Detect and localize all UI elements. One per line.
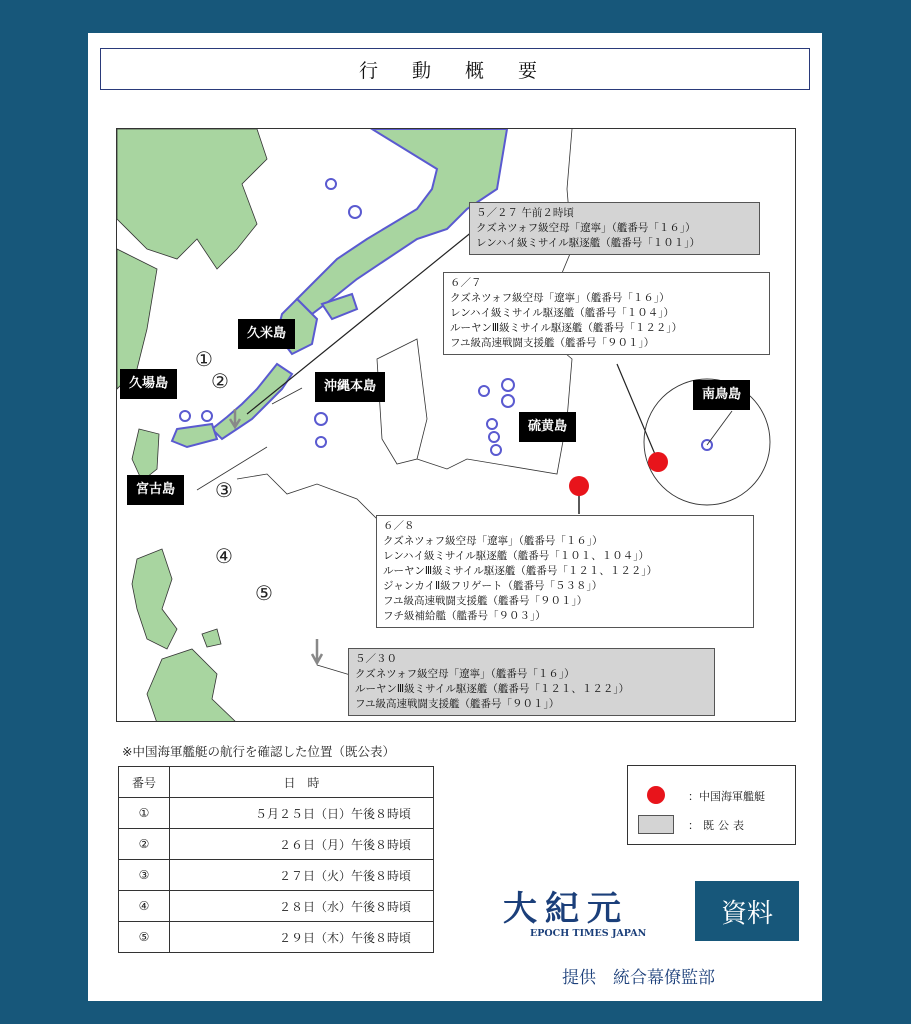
info-line: フユ級高速戦闘支援艦（艦番号「９０１」） xyxy=(450,337,655,349)
label-okinawa-island: 沖縄本島 xyxy=(315,372,385,402)
china-coast xyxy=(117,249,157,389)
korea-landmass xyxy=(117,129,267,269)
position-marker-1: ① xyxy=(195,347,213,371)
info-line: クズネツォフ級空母「遼寧」（艦番号「１６」） xyxy=(476,222,696,234)
info-line: レンハイ級ミサイル駆逐艦（艦番号「１０１、１０４」） xyxy=(383,550,650,562)
row-number: ② xyxy=(119,829,170,860)
table-header-row xyxy=(119,767,434,798)
info-box-jun8 xyxy=(376,515,754,628)
label-iwo-island: 硫黄島 xyxy=(519,412,576,442)
info-header: ６／７ xyxy=(450,277,482,289)
philippines-south xyxy=(147,649,237,722)
legend-ship-label: ：中国海軍艦艇 xyxy=(688,790,765,803)
info-line: フユ級高速戦闘支援艦（艦番号「９０１」） xyxy=(383,595,588,607)
island-dot xyxy=(502,379,514,391)
credit-line: 提供 統合幕僚監部 xyxy=(562,968,715,988)
island-dot xyxy=(502,395,514,407)
arrow-marker xyxy=(312,639,322,663)
header-datetime: 日 時 xyxy=(170,767,434,798)
table-row xyxy=(119,798,434,829)
label-kume-island: 久米島 xyxy=(238,319,295,349)
label-kuba-island: 久場島 xyxy=(120,369,177,399)
info-header: ５／２７ 午前２時頃 xyxy=(476,207,574,219)
source-badge: 資料 xyxy=(695,881,799,941)
map-legend xyxy=(627,765,796,845)
table-row xyxy=(119,829,434,860)
label-minamitori-island: 南鳥島 xyxy=(693,380,750,410)
epoch-times-subtitle: EPOCH TIMES JAPAN xyxy=(530,928,647,939)
island-dot xyxy=(315,413,327,425)
info-line: ルーヤンⅢ級ミサイル駆逐艦（艦番号「１２１、１２２」） xyxy=(383,565,658,577)
row-number: ④ xyxy=(119,891,170,922)
ship-marker-jun7 xyxy=(648,452,668,472)
island-dot xyxy=(489,432,499,442)
position-marker-2: ② xyxy=(211,369,229,393)
header-number: 番号 xyxy=(119,767,170,798)
epoch-times-logo: 大紀元 xyxy=(503,889,629,929)
info-box-may27 xyxy=(469,202,760,255)
info-header: ５／３０ xyxy=(355,653,397,665)
label-miyako-island: 宮古島 xyxy=(127,475,184,505)
info-line: レンハイ級ミサイル駆逐艦（艦番号「１０１」） xyxy=(476,237,701,249)
row-number: ③ xyxy=(119,860,170,891)
info-line: クズネツォフ級空母「遼寧」（艦番号「１６」） xyxy=(383,535,603,547)
philippines xyxy=(132,549,177,649)
row-datetime: ５月２５日（日）午後８時頃 xyxy=(170,798,434,829)
info-line: レンハイ級ミサイル駆逐艦（艦番号「１０４」） xyxy=(450,307,675,319)
island-dot xyxy=(180,411,190,421)
table-row xyxy=(119,891,434,922)
row-datetime: ２７日（火）午後８時頃 xyxy=(170,860,434,891)
island-dot xyxy=(326,179,336,189)
info-line: ルーヤンⅢ級ミサイル駆逐艦（艦番号「１２１、１２２」） xyxy=(355,683,630,695)
info-line: フチ級補給艦（艦番号「９０３」） xyxy=(383,610,546,622)
row-datetime: ２９日（木）午後８時頃 xyxy=(170,922,434,953)
row-number: ⑤ xyxy=(119,922,170,953)
philippines-islet xyxy=(202,629,221,647)
row-datetime: ２６日（月）午後８時頃 xyxy=(170,829,434,860)
info-box-may30 xyxy=(348,648,715,716)
jun7-connector xyxy=(617,364,657,459)
position-marker-4: ④ xyxy=(215,544,233,568)
island-dot xyxy=(202,411,212,421)
island-dot xyxy=(491,445,501,455)
island-dot xyxy=(487,419,497,429)
info-line: クズネツォフ級空母「遼寧」（艦番号「１６」） xyxy=(450,292,670,304)
row-number: ① xyxy=(119,798,170,829)
info-line: ルーヤンⅢ級ミサイル駆逐艦（艦番号「１２２」） xyxy=(450,322,683,334)
legend-red-dot xyxy=(647,786,665,804)
row-datetime: ２８日（水）午後８時頃 xyxy=(170,891,434,922)
island-dot xyxy=(316,437,326,447)
info-line: ジャンカイⅡ級フリゲート（艦番号「５３８」） xyxy=(383,580,603,592)
position-marker-5: ⑤ xyxy=(255,581,273,605)
table-row xyxy=(119,922,434,953)
info-header: ６／８ xyxy=(383,520,415,532)
sakishima-islands xyxy=(172,424,217,447)
info-line: フユ級高速戦闘支援艦（艦番号「９０１」） xyxy=(355,698,560,710)
table-row xyxy=(119,860,434,891)
confirmation-note: ※中国海軍艦艇の航行を確認した位置（既公表） xyxy=(122,744,395,759)
position-marker-3: ③ xyxy=(215,478,233,502)
island-dot xyxy=(479,386,489,396)
schedule-table xyxy=(118,766,434,953)
info-box-jun7 xyxy=(443,272,770,355)
legend-gray-swatch xyxy=(638,815,674,834)
island-dot xyxy=(349,206,361,218)
info-line: クズネツォフ級空母「遼寧」（艦番号「１６」） xyxy=(355,668,575,680)
legend-published-label: ：既公表 xyxy=(688,819,748,832)
map-area xyxy=(116,128,796,722)
page-title: 行 動 概 要 xyxy=(100,48,810,90)
taiwan xyxy=(132,429,159,481)
ship-marker-jun8 xyxy=(569,476,589,496)
